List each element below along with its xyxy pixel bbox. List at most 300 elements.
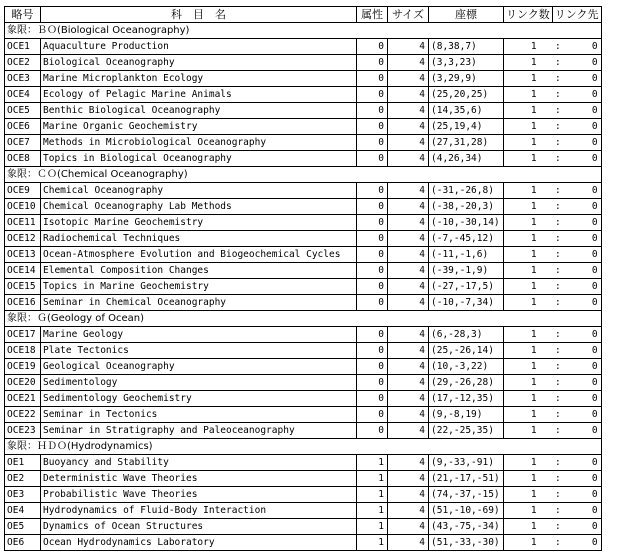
- table-row[interactable]: [5, 455, 602, 471]
- coordinate-value: (3,29,9): [429, 71, 504, 87]
- link-separator: :: [552, 71, 563, 87]
- coordinate-value: (-10,-30,14): [429, 215, 504, 231]
- link-count-spacer: [540, 359, 553, 375]
- link-target-value: 0: [563, 423, 601, 439]
- attribute-value: 0: [357, 151, 388, 167]
- coordinate-value: (14,35,6): [429, 103, 504, 119]
- course-name: Seminar in Tectonics: [41, 407, 357, 423]
- size-value: 4: [388, 39, 429, 55]
- course-name: Deterministic Wave Theories: [41, 471, 357, 487]
- size-value: 4: [388, 55, 429, 71]
- link-count-value: 1: [504, 375, 540, 391]
- table-row[interactable]: [5, 183, 602, 199]
- link-target-value: 0: [563, 199, 601, 215]
- link-count-value: 1: [504, 215, 540, 231]
- size-value: 4: [388, 263, 429, 279]
- course-name: Ecology of Pelagic Marine Animals: [41, 87, 357, 103]
- link-count-spacer: [540, 423, 553, 439]
- course-name: Marine Microplankton Ecology: [41, 71, 357, 87]
- link-separator: :: [552, 135, 563, 151]
- link-count-spacer: [540, 279, 553, 295]
- course-code: OCE6: [5, 119, 41, 135]
- link-separator: :: [552, 119, 563, 135]
- course-name: Benthic Biological Oceanography: [41, 103, 357, 119]
- coordinate-value: (9,-8,19): [429, 407, 504, 423]
- link-target-value: 0: [563, 375, 601, 391]
- link-separator: :: [552, 343, 563, 359]
- size-value: 4: [388, 295, 429, 311]
- table-row[interactable]: [5, 327, 602, 343]
- attribute-value: 1: [357, 535, 388, 551]
- link-count-spacer: [540, 119, 553, 135]
- course-name: Marine Organic Geochemistry: [41, 119, 357, 135]
- link-count-value: 1: [504, 119, 540, 135]
- link-target-value: 0: [563, 471, 601, 487]
- link-count-spacer: [540, 151, 553, 167]
- link-separator: :: [552, 151, 563, 167]
- course-code: OCE10: [5, 199, 41, 215]
- table-row[interactable]: [5, 519, 602, 535]
- link-count-value: 1: [504, 359, 540, 375]
- link-target-value: 0: [563, 183, 601, 199]
- course-name: Geological Oceanography: [41, 359, 357, 375]
- attribute-value: 0: [357, 215, 388, 231]
- table-row[interactable]: [5, 423, 602, 439]
- link-target-value: 0: [563, 295, 601, 311]
- coordinate-value: (51,-10,-69): [429, 503, 504, 519]
- link-count-spacer: [540, 247, 553, 263]
- course-name: Plate Tectonics: [41, 343, 357, 359]
- attribute-value: 0: [357, 119, 388, 135]
- attribute-value: 0: [357, 295, 388, 311]
- course-code: OE5: [5, 519, 41, 535]
- link-target-value: 0: [563, 39, 601, 55]
- link-target-value: 0: [563, 519, 601, 535]
- link-count-spacer: [540, 471, 553, 487]
- size-value: 4: [388, 471, 429, 487]
- size-value: 4: [388, 71, 429, 87]
- table-row[interactable]: [5, 503, 602, 519]
- course-code: OCE8: [5, 151, 41, 167]
- link-count-value: 1: [504, 455, 540, 471]
- link-count-value: 1: [504, 471, 540, 487]
- coordinate-value: (-27,-17,5): [429, 279, 504, 295]
- course-code: OE6: [5, 535, 41, 551]
- header-link-count: リンク数: [504, 7, 553, 23]
- link-target-value: 0: [563, 231, 601, 247]
- attribute-value: 0: [357, 279, 388, 295]
- coordinate-value: (-38,-20,3): [429, 199, 504, 215]
- attribute-value: 0: [357, 359, 388, 375]
- attribute-value: 0: [357, 71, 388, 87]
- table-row[interactable]: [5, 375, 602, 391]
- link-separator: :: [552, 55, 563, 71]
- link-separator: :: [552, 87, 563, 103]
- link-separator: :: [552, 327, 563, 343]
- size-value: 4: [388, 375, 429, 391]
- course-code: OE1: [5, 455, 41, 471]
- coordinate-value: (17,-12,35): [429, 391, 504, 407]
- course-code: OCE19: [5, 359, 41, 375]
- course-code: OCE1: [5, 39, 41, 55]
- course-name: Methods in Microbiological Oceanography: [41, 135, 357, 151]
- course-code: OE4: [5, 503, 41, 519]
- link-separator: :: [552, 535, 563, 551]
- course-table-container: [4, 6, 602, 551]
- table-row[interactable]: [5, 87, 602, 103]
- course-name: Hydrodynamics of Fluid-Body Interaction: [41, 503, 357, 519]
- coordinate-value: (25,19,4): [429, 119, 504, 135]
- size-value: 4: [388, 359, 429, 375]
- course-name: Sedimentology Geochemistry: [41, 391, 357, 407]
- link-target-value: 0: [563, 279, 601, 295]
- link-count-spacer: [540, 263, 553, 279]
- size-value: 4: [388, 535, 429, 551]
- link-target-value: 0: [563, 487, 601, 503]
- link-separator: :: [552, 263, 563, 279]
- link-count-value: 1: [504, 487, 540, 503]
- size-value: 4: [388, 215, 429, 231]
- coordinate-value: (51,-33,-30): [429, 535, 504, 551]
- course-code: OCE13: [5, 247, 41, 263]
- table-row[interactable]: [5, 151, 602, 167]
- table-row[interactable]: [5, 215, 602, 231]
- link-target-value: 0: [563, 327, 601, 343]
- coordinate-value: (29,-26,28): [429, 375, 504, 391]
- link-target-value: 0: [563, 263, 601, 279]
- size-value: 4: [388, 455, 429, 471]
- link-count-spacer: [540, 135, 553, 151]
- attribute-value: 1: [357, 503, 388, 519]
- attribute-value: 0: [357, 423, 388, 439]
- group-label: 象限：ＣＯ(Chemical Oceanography): [5, 167, 602, 183]
- course-code: OCE18: [5, 343, 41, 359]
- link-separator: :: [552, 487, 563, 503]
- link-count-value: 1: [504, 103, 540, 119]
- link-count-value: 1: [504, 183, 540, 199]
- link-count-value: 1: [504, 295, 540, 311]
- coordinate-value: (10,-3,22): [429, 359, 504, 375]
- course-code: OCE15: [5, 279, 41, 295]
- attribute-value: 0: [357, 407, 388, 423]
- link-count-value: 1: [504, 391, 540, 407]
- table-row[interactable]: [5, 135, 602, 151]
- coordinate-value: (25,-26,14): [429, 343, 504, 359]
- link-count-value: 1: [504, 327, 540, 343]
- link-count-spacer: [540, 407, 553, 423]
- coordinate-value: (3,3,23): [429, 55, 504, 71]
- header-attr: 属性: [357, 7, 388, 23]
- course-code: OCE23: [5, 423, 41, 439]
- course-table: [4, 6, 602, 551]
- size-value: 4: [388, 151, 429, 167]
- course-name: Ocean Hydrodynamics Laboratory: [41, 535, 357, 551]
- coordinate-value: (8,38,7): [429, 39, 504, 55]
- size-value: 4: [388, 231, 429, 247]
- link-separator: :: [552, 455, 563, 471]
- course-name: Chemical Oceanography Lab Methods: [41, 199, 357, 215]
- size-value: 4: [388, 87, 429, 103]
- link-count-spacer: [540, 295, 553, 311]
- size-value: 4: [388, 279, 429, 295]
- attribute-value: 0: [357, 135, 388, 151]
- course-code: OCE16: [5, 295, 41, 311]
- course-name: Probabilistic Wave Theories: [41, 487, 357, 503]
- link-separator: :: [552, 231, 563, 247]
- link-target-value: 0: [563, 343, 601, 359]
- course-name: Seminar in Chemical Oceanography: [41, 295, 357, 311]
- link-separator: :: [552, 295, 563, 311]
- table-row[interactable]: [5, 391, 602, 407]
- course-name: Ocean-Atmosphere Evolution and Biogeochemical Cycles: [41, 247, 357, 263]
- size-value: 4: [388, 407, 429, 423]
- course-name: Sedimentology: [41, 375, 357, 391]
- group-header-row: [5, 311, 602, 327]
- link-separator: :: [552, 359, 563, 375]
- link-count-spacer: [540, 391, 553, 407]
- size-value: 4: [388, 247, 429, 263]
- attribute-value: 1: [357, 519, 388, 535]
- course-name: Isotopic Marine Geochemistry: [41, 215, 357, 231]
- coordinate-value: (-39,-1,9): [429, 263, 504, 279]
- course-name: Topics in Biological Oceanography: [41, 151, 357, 167]
- link-target-value: 0: [563, 455, 601, 471]
- size-value: 4: [388, 199, 429, 215]
- table-row[interactable]: [5, 343, 602, 359]
- link-separator: :: [552, 471, 563, 487]
- table-row[interactable]: [5, 55, 602, 71]
- course-code: OCE7: [5, 135, 41, 151]
- course-name: Radiochemical Techniques: [41, 231, 357, 247]
- size-value: 4: [388, 487, 429, 503]
- course-code: OCE5: [5, 103, 41, 119]
- size-value: 4: [388, 183, 429, 199]
- coordinate-value: (-10,-7,34): [429, 295, 504, 311]
- coordinate-value: (43,-75,-34): [429, 519, 504, 535]
- link-count-spacer: [540, 87, 553, 103]
- header-code: 略号: [5, 7, 41, 23]
- link-separator: :: [552, 247, 563, 263]
- link-separator: :: [552, 407, 563, 423]
- link-target-value: 0: [563, 215, 601, 231]
- link-separator: :: [552, 503, 563, 519]
- link-count-value: 1: [504, 279, 540, 295]
- attribute-value: 0: [357, 55, 388, 71]
- course-name: Topics in Marine Geochemistry: [41, 279, 357, 295]
- coordinate-value: (27,31,28): [429, 135, 504, 151]
- link-count-spacer: [540, 503, 553, 519]
- size-value: 4: [388, 503, 429, 519]
- attribute-value: 0: [357, 247, 388, 263]
- table-row[interactable]: [5, 487, 602, 503]
- course-code: OCE14: [5, 263, 41, 279]
- course-name: Buoyancy and Stability: [41, 455, 357, 471]
- course-code: OCE17: [5, 327, 41, 343]
- link-count-value: 1: [504, 535, 540, 551]
- link-target-value: 0: [563, 247, 601, 263]
- attribute-value: 1: [357, 455, 388, 471]
- table-row[interactable]: [5, 471, 602, 487]
- link-count-value: 1: [504, 407, 540, 423]
- link-count-spacer: [540, 343, 553, 359]
- size-value: 4: [388, 103, 429, 119]
- coordinate-value: (25,20,25): [429, 87, 504, 103]
- link-count-spacer: [540, 327, 553, 343]
- header-link-target: リンク先: [552, 7, 601, 23]
- link-count-value: 1: [504, 135, 540, 151]
- link-target-value: 0: [563, 503, 601, 519]
- link-separator: :: [552, 199, 563, 215]
- link-count-spacer: [540, 103, 553, 119]
- coordinate-value: (-7,-45,12): [429, 231, 504, 247]
- table-row[interactable]: [5, 263, 602, 279]
- link-count-value: 1: [504, 519, 540, 535]
- course-code: OCE21: [5, 391, 41, 407]
- link-count-value: 1: [504, 55, 540, 71]
- table-row[interactable]: [5, 407, 602, 423]
- course-code: OCE11: [5, 215, 41, 231]
- link-count-spacer: [540, 55, 553, 71]
- link-count-spacer: [540, 215, 553, 231]
- course-name: Chemical Oceanography: [41, 183, 357, 199]
- link-count-value: 1: [504, 423, 540, 439]
- table-row[interactable]: [5, 295, 602, 311]
- group-label: 象限：Ｇ(Geology of Ocean): [5, 311, 602, 327]
- course-code: OCE4: [5, 87, 41, 103]
- link-count-spacer: [540, 183, 553, 199]
- size-value: 4: [388, 135, 429, 151]
- header-size: サイズ: [388, 7, 429, 23]
- link-target-value: 0: [563, 151, 601, 167]
- link-separator: :: [552, 215, 563, 231]
- size-value: 4: [388, 327, 429, 343]
- course-code: OCE3: [5, 71, 41, 87]
- link-count-value: 1: [504, 343, 540, 359]
- course-name: Marine Geology: [41, 327, 357, 343]
- course-code: OCE22: [5, 407, 41, 423]
- size-value: 4: [388, 343, 429, 359]
- table-row[interactable]: [5, 359, 602, 375]
- table-row[interactable]: [5, 279, 602, 295]
- coordinate-value: (-31,-26,8): [429, 183, 504, 199]
- attribute-value: 0: [357, 231, 388, 247]
- group-header-row: [5, 23, 602, 39]
- coordinate-value: (21,-17,-51): [429, 471, 504, 487]
- link-count-spacer: [540, 455, 553, 471]
- link-separator: :: [552, 423, 563, 439]
- link-count-value: 1: [504, 71, 540, 87]
- attribute-value: 0: [357, 375, 388, 391]
- group-header-row: [5, 439, 602, 455]
- table-row[interactable]: [5, 231, 602, 247]
- link-separator: :: [552, 183, 563, 199]
- course-name: Elemental Composition Changes: [41, 263, 357, 279]
- table-row[interactable]: [5, 103, 602, 119]
- table-body: [5, 23, 602, 551]
- link-count-spacer: [540, 199, 553, 215]
- group-label: 象限：ＢＯ(Biological Oceanography): [5, 23, 602, 39]
- table-row[interactable]: [5, 247, 602, 263]
- table-row[interactable]: [5, 39, 602, 55]
- link-target-value: 0: [563, 55, 601, 71]
- link-separator: :: [552, 103, 563, 119]
- table-row[interactable]: [5, 119, 602, 135]
- link-target-value: 0: [563, 391, 601, 407]
- table-row[interactable]: [5, 199, 602, 215]
- header-name: 科 目 名: [41, 7, 357, 23]
- course-code: OCE9: [5, 183, 41, 199]
- link-target-value: 0: [563, 103, 601, 119]
- header-row: [5, 7, 602, 23]
- link-count-value: 1: [504, 199, 540, 215]
- attribute-value: 1: [357, 487, 388, 503]
- link-count-spacer: [540, 535, 553, 551]
- coordinate-value: (4,26,34): [429, 151, 504, 167]
- group-label: 象限：ＨＤＯ(Hydrodynamics): [5, 439, 602, 455]
- link-separator: :: [552, 519, 563, 535]
- coordinate-value: (-11,-1,6): [429, 247, 504, 263]
- attribute-value: 0: [357, 263, 388, 279]
- link-count-spacer: [540, 39, 553, 55]
- coordinate-value: (6,-28,3): [429, 327, 504, 343]
- attribute-value: 0: [357, 199, 388, 215]
- course-code: OCE20: [5, 375, 41, 391]
- course-name: Biological Oceanography: [41, 55, 357, 71]
- attribute-value: 0: [357, 87, 388, 103]
- attribute-value: 0: [357, 103, 388, 119]
- group-header-row: [5, 167, 602, 183]
- attribute-value: 1: [357, 471, 388, 487]
- link-target-value: 0: [563, 135, 601, 151]
- link-count-spacer: [540, 71, 553, 87]
- coordinate-value: (74,-37,-15): [429, 487, 504, 503]
- link-count-value: 1: [504, 39, 540, 55]
- link-count-spacer: [540, 231, 553, 247]
- coordinate-value: (22,-25,35): [429, 423, 504, 439]
- link-count-value: 1: [504, 247, 540, 263]
- link-separator: :: [552, 391, 563, 407]
- link-count-value: 1: [504, 263, 540, 279]
- header-coord: 座標: [429, 7, 504, 23]
- attribute-value: 0: [357, 39, 388, 55]
- link-count-spacer: [540, 519, 553, 535]
- link-count-value: 1: [504, 503, 540, 519]
- size-value: 4: [388, 519, 429, 535]
- link-count-spacer: [540, 487, 553, 503]
- link-target-value: 0: [563, 359, 601, 375]
- link-count-value: 1: [504, 87, 540, 103]
- coordinate-value: (9,-33,-91): [429, 455, 504, 471]
- table-row[interactable]: [5, 71, 602, 87]
- course-code: OE3: [5, 487, 41, 503]
- link-separator: :: [552, 375, 563, 391]
- course-name: Dynamics of Ocean Structures: [41, 519, 357, 535]
- link-target-value: 0: [563, 407, 601, 423]
- attribute-value: 0: [357, 343, 388, 359]
- link-target-value: 0: [563, 71, 601, 87]
- course-code: OE2: [5, 471, 41, 487]
- link-count-value: 1: [504, 151, 540, 167]
- attribute-value: 0: [357, 327, 388, 343]
- size-value: 4: [388, 423, 429, 439]
- course-name: Aquaculture Production: [41, 39, 357, 55]
- link-separator: :: [552, 39, 563, 55]
- link-target-value: 0: [563, 87, 601, 103]
- table-row[interactable]: [5, 535, 602, 551]
- link-count-spacer: [540, 375, 553, 391]
- link-separator: :: [552, 279, 563, 295]
- size-value: 4: [388, 119, 429, 135]
